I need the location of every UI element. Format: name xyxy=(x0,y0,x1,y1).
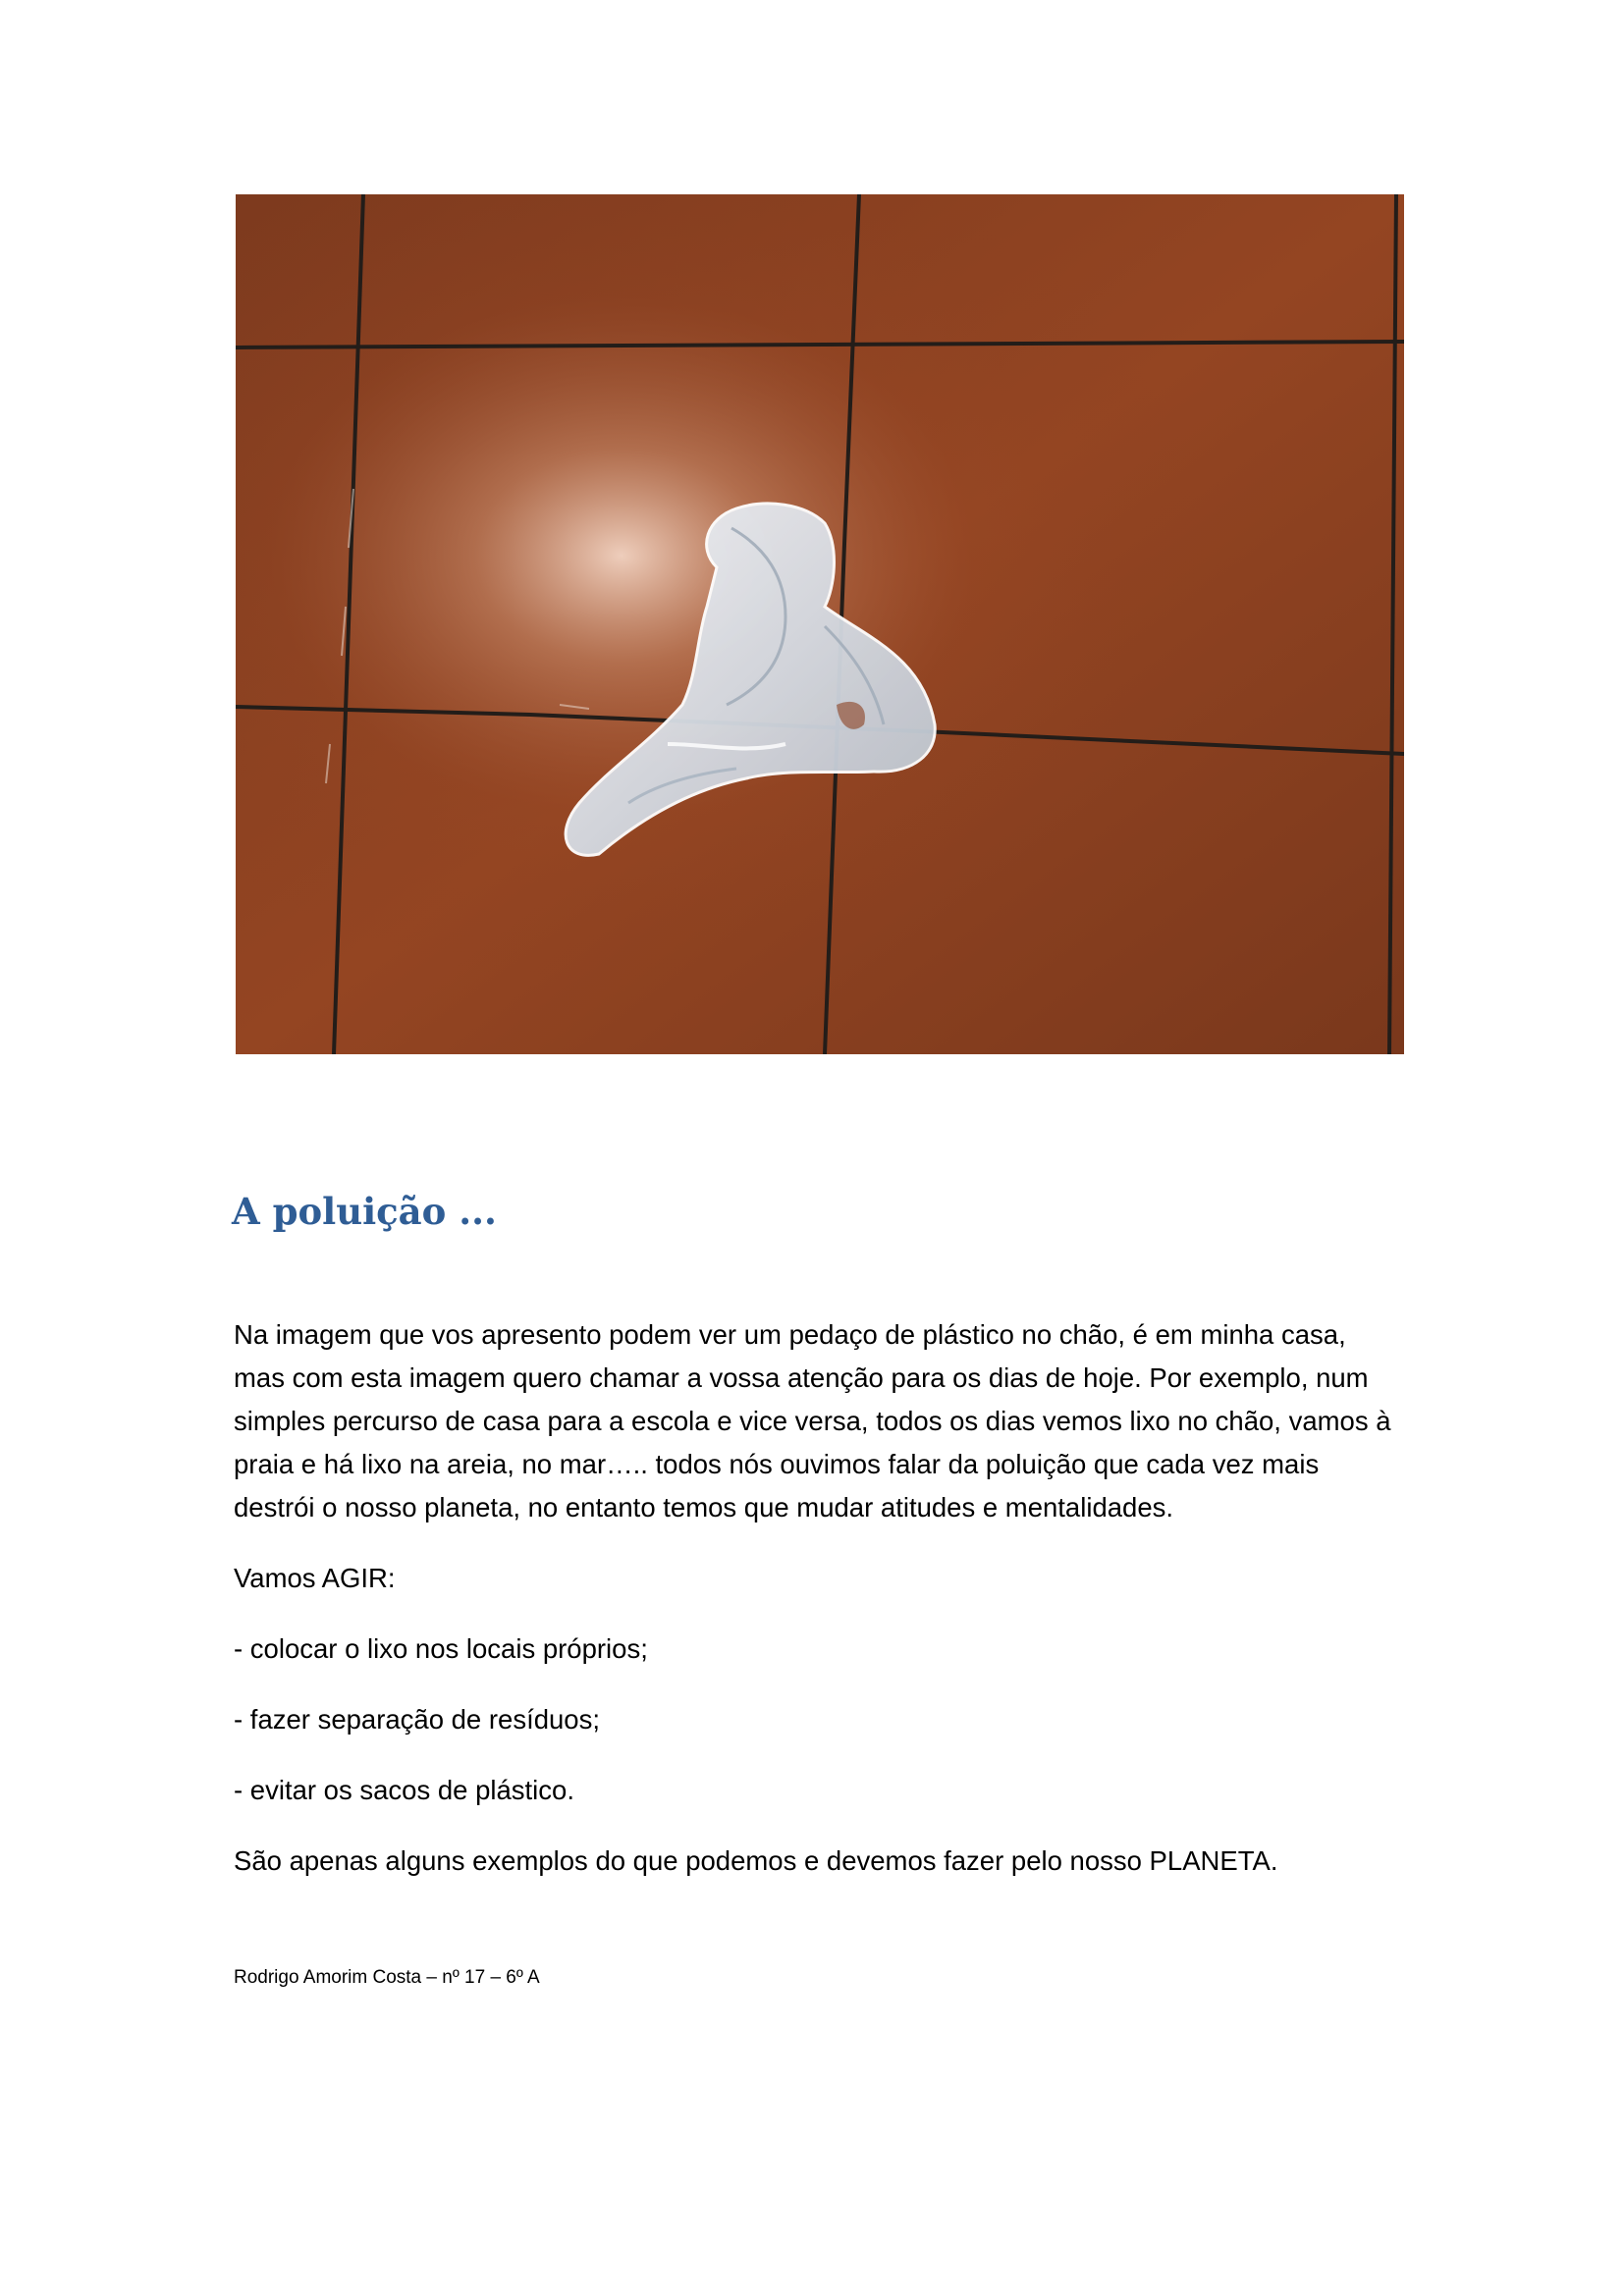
call-to-action: Vamos AGIR: xyxy=(234,1563,396,1593)
intro-line: Na imagem que vos apresento podem ver um pedaço de plástico no chão, é em minha casa, xyxy=(234,1319,1346,1350)
body-text xyxy=(234,1313,1402,1883)
photo-illustration xyxy=(236,194,1404,1054)
intro-line: praia e há lixo na areia, no mar….. todos nós ouvimos falar da poluição que cada vez mais xyxy=(234,1449,1320,1479)
action-item: - fazer separação de resíduos; xyxy=(234,1704,600,1735)
intro-line: destrói o nosso planeta, no entanto temos que mudar atitudes e mentalidades. xyxy=(234,1492,1174,1522)
intro-line: simples percurso de casa para a escola e vice versa, todos os dias vemos lixo no chão, vamos à xyxy=(234,1406,1391,1436)
intro-line: mas com esta imagem quero chamar a vossa atenção para os dias de hoje. Por exemplo, num xyxy=(234,1362,1369,1393)
intro-paragraph xyxy=(234,1313,1402,1529)
action-item: - evitar os sacos de plástico. xyxy=(234,1775,574,1805)
closing-paragraph: São apenas alguns exemplos do que podemos e devemos fazer pelo nosso PLANETA. xyxy=(234,1845,1278,1876)
page-title: A poluição ... xyxy=(232,1190,497,1233)
author-footer: Rodrigo Amorim Costa – nº 17 – 6º A xyxy=(234,1967,540,1988)
photo-plastic-bag xyxy=(236,194,1404,1054)
action-item: - colocar o lixo nos locais próprios; xyxy=(234,1633,648,1664)
